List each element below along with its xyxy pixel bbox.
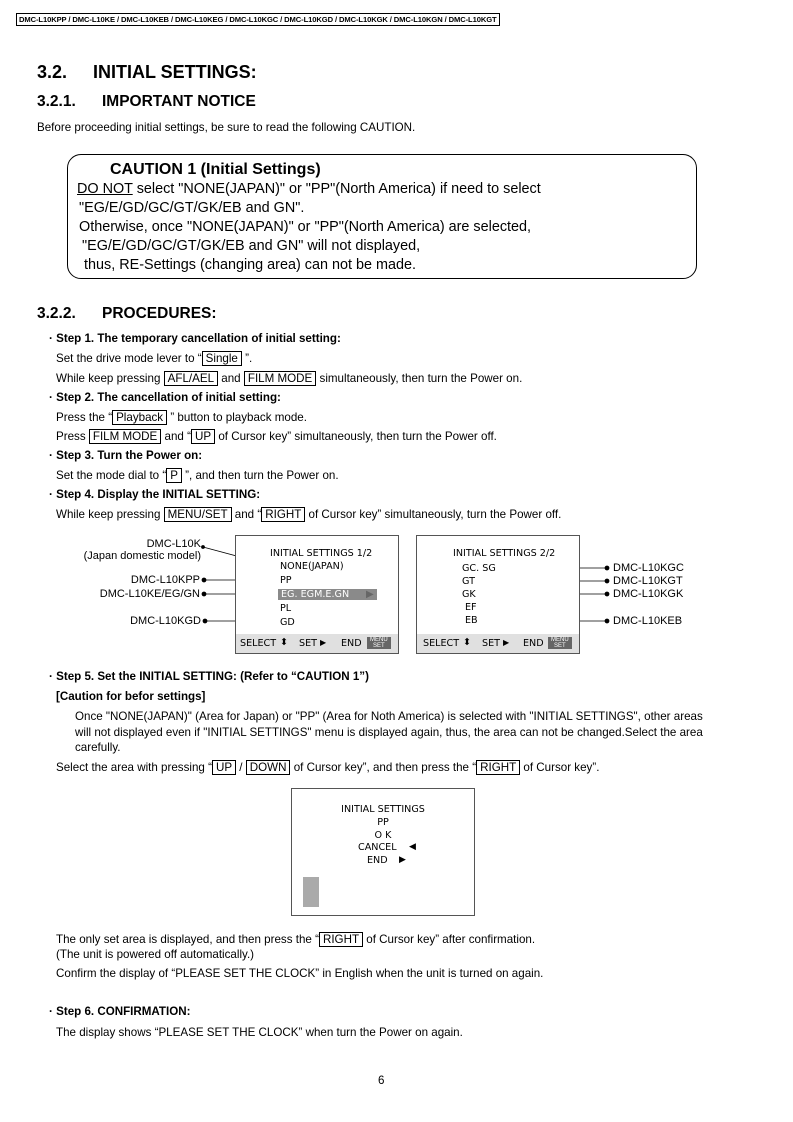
screen1-item-eg-selected: EG. EGM.E.GN — [278, 589, 377, 600]
screen1-setbtn-text: SET — [373, 643, 385, 649]
p-mode-key: P — [166, 468, 182, 483]
section-title-text: INITIAL SETTINGS: — [93, 62, 257, 82]
step5-para-2: will not displayed even if "INITIAL SETTINGS" menu is displayed again, thus, the area can not be changed.Select the area — [75, 726, 703, 739]
screen2-end-label: END — [523, 638, 544, 649]
screen2-item-gc-sg: GC. SG — [462, 563, 496, 574]
play-arrow-icon: ▶ — [320, 638, 327, 647]
afl-ael-key: AFL/AEL — [164, 371, 218, 386]
step3-l1-a: Set the mode dial to “ — [56, 469, 167, 482]
right-arrow-icon: ▶ — [399, 855, 406, 865]
model-header: DMC-L10KPP / DMC-L10KE / DMC-L10KEB / DMC-L10KEG / DMC-L10KGC / DMC-L10KGD / DMC-L10KGK / DMC-L10KGN / DMC-L10KGT — [16, 13, 500, 26]
step5-after-3: Confirm the display of “PLEASE SET THE CLOCK” in English when the unit is turned on again. — [56, 967, 544, 980]
label-kpp: DMC-L10KPP — [130, 574, 200, 586]
film-mode-key: FILM MODE — [244, 371, 316, 386]
label-japan-model: (Japan domestic model) — [83, 550, 201, 562]
section-number: 3.2. — [37, 62, 68, 82]
screen3-title: INITIAL SETTINGS — [341, 804, 425, 815]
caution-line-2: "EG/E/GD/GC/GT/GK/EB and GN". — [79, 200, 305, 216]
right-key-2: RIGHT — [476, 760, 520, 775]
initial-settings-screen-2 — [416, 535, 580, 654]
step2-line1 — [56, 410, 307, 425]
screen3-pp: PP — [377, 817, 389, 828]
step5-l1-g: of Cursor key”. — [523, 761, 600, 774]
up-key: UP — [191, 429, 215, 444]
screen2-footer-bar — [417, 634, 579, 653]
step2-heading-text: Step 2. The cancellation of initial setting: — [56, 391, 281, 404]
right-key: RIGHT — [261, 507, 305, 522]
step5-l1-a: Select the area with pressing “ — [56, 761, 212, 774]
label-kgc: DMC-L10KGC — [613, 562, 684, 574]
caution-line-3: Otherwise, once "NONE(JAPAN)" or "PP"(North America) are selected, — [79, 219, 532, 235]
step6-heading: · Step 6. CONFIRMATION: — [49, 1005, 191, 1018]
screen3-cancel: CANCEL — [358, 842, 397, 853]
label-l10k: DMC-L10K — [146, 538, 201, 550]
initial-settings-screen-confirm — [291, 788, 475, 916]
procedures-number: 3.2.2. — [37, 305, 76, 322]
screen1-item-none-japan: NONE(JAPAN) — [280, 561, 344, 572]
label-kgt: DMC-L10KGT — [613, 575, 683, 587]
screen1-right-arrow-icon: ▶ — [366, 589, 374, 600]
right-key-3: RIGHT — [319, 932, 363, 947]
step6-line1: The display shows “PLEASE SET THE CLOCK” when turn the Power on again. — [56, 1026, 463, 1039]
screen2-item-gt: GT — [462, 576, 475, 587]
caution-title: CAUTION 1 (Initial Settings) — [110, 161, 321, 178]
dot-ke-left — [202, 592, 206, 596]
step2-l1-c: ” button to playback mode. — [170, 411, 307, 424]
step4-l1-a: While keep pressing — [56, 508, 161, 521]
procedures-heading — [37, 305, 217, 323]
screen1-menu-text: MENU — [370, 637, 388, 643]
dot-kgd-left — [203, 619, 207, 623]
step4-l1-c: and “ — [234, 508, 262, 521]
left-arrow-icon: ◀ — [409, 842, 416, 852]
screen2-select-label: SELECT — [423, 638, 460, 649]
notice-number: 3.2.1. — [37, 93, 76, 110]
caution-do-not: DO NOT — [77, 181, 133, 197]
step4-heading: · Step 4. Display the INITIAL SETTING: — [49, 488, 261, 501]
screen1-set-label: SET — [299, 638, 318, 649]
step1-l1-c: ”. — [245, 352, 253, 365]
caution-line-5: thus, RE-Settings (changing area) can not be made. — [84, 257, 416, 273]
screen2-menu-text: MENU — [551, 637, 569, 643]
screen2-item-eb: EB — [465, 615, 478, 626]
dot-keb-right — [605, 619, 609, 623]
step3-heading: · Step 3. Turn the Power on: — [49, 449, 203, 462]
step2-l2-e: of Cursor key” simultaneously, then turn the Power off. — [218, 430, 497, 443]
screen1-footer-bar — [236, 634, 398, 653]
procedures-title: PROCEDURES: — [102, 305, 217, 322]
step5-after-1 — [56, 932, 535, 947]
label-kgk: DMC-L10KGK — [613, 588, 684, 600]
step5-para-1: Once "NONE(JAPAN)" (Area for Japan) or "PP" (Area for Noth America) is selected with "INITIAL SETTINGS", other areas — [75, 710, 703, 723]
screen2-set-label: SET — [482, 638, 501, 649]
step5-l1-c: / — [239, 761, 243, 774]
step5-l1-e: of Cursor key”, and then press the “ — [293, 761, 477, 774]
screen1-item-pp: PP — [280, 575, 292, 586]
step5-para-3: carefully. — [75, 741, 121, 754]
step3-l1-c: ”, and then turn the Power on. — [185, 469, 339, 482]
step5-subheading: [Caution for befor settings] — [56, 690, 206, 703]
screen2-item-gk: GK — [462, 589, 476, 600]
caution-box — [67, 154, 697, 279]
label-kgd: DMC-L10KGD — [130, 615, 201, 627]
dot-kpp-left — [202, 578, 206, 582]
step1-l2-e: simultaneously, then turn the Power on. — [319, 372, 523, 385]
section-title — [37, 62, 257, 83]
screen3-grey-block — [303, 877, 319, 907]
step2-heading: · Step 2. The cancellation of initial setting: — [49, 391, 281, 404]
step4-line1 — [56, 507, 561, 522]
screen1-title: INITIAL SETTINGS 1/2 — [270, 548, 373, 559]
down-key: DOWN — [246, 760, 291, 775]
step5-heading-text: Step 5. Set the INITIAL SETTING: (Refer to “CAUTION 1”) — [56, 670, 369, 683]
updown-arrow-icon: ⬍ — [280, 637, 289, 648]
screen2-title: INITIAL SETTINGS 2/2 — [453, 548, 556, 559]
step4-l1-e: of Cursor key” simultaneously, turn the Power off. — [308, 508, 562, 521]
play-arrow-icon-2: ▶ — [503, 638, 510, 647]
screen3-ok: O K — [374, 830, 392, 841]
notice-intro: Before proceeding initial settings, be sure to read the following CAUTION. — [37, 121, 416, 134]
caution-line-1 — [77, 181, 541, 197]
step1-l1-a: Set the drive mode lever to “ — [56, 352, 202, 365]
playback-key: Playback — [112, 410, 167, 425]
step2-l1-a: Press the “ — [56, 411, 113, 424]
film-mode-key-2: FILM MODE — [89, 429, 161, 444]
step6-heading-text: Step 6. CONFIRMATION: — [56, 1005, 191, 1018]
step5-a1-a: The only set area is displayed, and then press the “ — [56, 933, 319, 946]
step2-line2 — [56, 429, 497, 444]
screen2-menu-set-button — [548, 637, 572, 649]
step1-heading-text: Step 1. The temporary cancellation of initial setting: — [56, 332, 341, 345]
dot-kgk-right — [605, 592, 609, 596]
notice-heading — [37, 93, 256, 111]
screen1-end-label: END — [341, 638, 362, 649]
step1-heading: · Step 1. The temporary cancellation of initial setting: — [49, 332, 341, 345]
step1-l2-c: and — [221, 372, 241, 385]
notice-title: IMPORTANT NOTICE — [102, 93, 256, 110]
label-ke-eg-gn: DMC-L10KE/EG/GN — [99, 588, 200, 600]
step5-a1-c: of Cursor key” after confirmation. — [366, 933, 536, 946]
dot-kgt-right — [605, 579, 609, 583]
caution-line-4: "EG/E/GD/GC/GT/GK/EB and GN" will not displayed, — [82, 238, 421, 254]
dot-l10k — [202, 546, 205, 549]
step1-l2-a: While keep pressing — [56, 372, 161, 385]
menu-set-key: MENU/SET — [164, 507, 232, 522]
step1-line2 — [56, 371, 522, 386]
step3-line1 — [56, 468, 339, 483]
step2-l2-c: and “ — [164, 430, 191, 443]
screen1-select-label: SELECT — [240, 638, 277, 649]
screen3-end: END — [367, 855, 388, 866]
step1-line1 — [56, 351, 252, 366]
step2-l2-a: Press — [56, 430, 86, 443]
screen2-setbtn-text: SET — [554, 643, 566, 649]
page-number: 6 — [378, 1074, 385, 1087]
screen1-item-gd: GD — [280, 617, 295, 628]
updown-arrow-icon-2: ⬍ — [463, 637, 472, 648]
step5-after-2: (The unit is powered off automatically.) — [56, 948, 255, 961]
label-keb: DMC-L10KEB — [613, 615, 683, 627]
caution-line-1-rest: select "NONE(JAPAN)" or "PP"(North America) if need to select — [132, 181, 541, 197]
step4-heading-text: Step 4. Display the INITIAL SETTING: — [56, 488, 261, 501]
initial-settings-screen-1 — [235, 535, 399, 654]
screen1-item-pl: PL — [280, 603, 292, 614]
step5-heading: · Step 5. Set the INITIAL SETTING: (Refer to “CAUTION 1”) — [49, 670, 369, 683]
single-key: Single — [202, 351, 242, 366]
step5-line1 — [56, 760, 599, 775]
up-key-2: UP — [212, 760, 236, 775]
step3-heading-text: Step 3. Turn the Power on: — [56, 449, 203, 462]
dot-kgc-right — [605, 566, 609, 570]
screen2-item-ef: EF — [465, 602, 477, 613]
screen1-menu-set-button — [367, 637, 391, 649]
